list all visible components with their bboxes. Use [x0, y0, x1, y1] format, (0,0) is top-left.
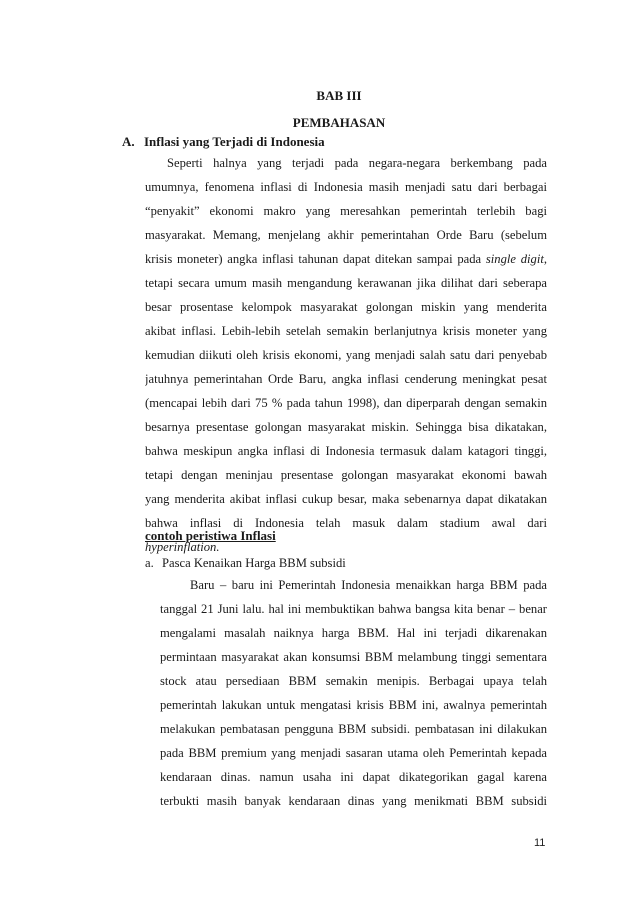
- text-line: besar prosentase kelompok masyarakat golongan miskin yang menderita: [145, 300, 547, 314]
- italic-term: hyperinflation.: [145, 540, 220, 554]
- text-line: masyarakat. Memang, menjelang akhir pemerintahan Orde Baru (sebelum: [145, 228, 547, 242]
- text-line: stock atau persediaan BBM semakin menipis. Berbagai upaya telah: [160, 674, 547, 688]
- text-line: Baru – baru ini Pemerintah Indonesia menaikkan harga BBM pada: [190, 578, 547, 592]
- section-heading: [122, 134, 325, 150]
- section-number: A.: [122, 134, 135, 149]
- chapter-title: PEMBAHASAN: [292, 115, 386, 130]
- text-line: pada BBM premium yang menjadi sasaran utama oleh Pemerintah kepada: [160, 746, 547, 760]
- italic-term: single digit: [485, 252, 544, 266]
- text-line: akibat inflasi. Lebih-lebih setelah semakin berlanjutnya krisis moneter yang: [145, 324, 547, 338]
- text-line: melakukan pembatasan pengguna BBM subsidi. pembatasan ini dilakukan: [160, 722, 547, 736]
- punctuation: ,: [543, 252, 547, 266]
- paragraph-inflation-overview: [145, 151, 547, 559]
- text-line: tetapi secara umum masih mengandung kerawanan jika dilihat dari seberapa: [145, 276, 547, 290]
- page-number: 11: [534, 837, 546, 849]
- text-line-part: krisis moneter) angka inflasi tahunan dapat ditekan sampai pada: [145, 252, 486, 266]
- text-line: tetapi dengan meninjau presentase golongan masyarakat ekonomi bawah: [145, 468, 547, 482]
- list-item: [145, 556, 346, 571]
- text-line: bahwa inflasi di Indonesia telah masuk dalam stadium awal dari: [145, 516, 547, 530]
- chapter-label: BAB III: [316, 88, 362, 103]
- text-line: mengalami masalah naiknya harga BBM. Hal ini terjadi dikarenakan: [160, 626, 547, 640]
- text-line: tanggal 21 Juni lalu. hal ini membuktikan bahwa bangsa kita benar – benar: [160, 602, 547, 616]
- list-marker: a.: [145, 556, 154, 570]
- text-line: terbukti masih banyak kendaraan dinas yang menikmati BBM subsidi: [160, 794, 547, 808]
- text-line: yang menderita akibat inflasi cukup besar, maka sebenarnya dapat dikatakan: [145, 492, 547, 506]
- text-line: pemerintah lakukan untuk mengatasi krisis BBM ini, awalnya pemerintah: [160, 698, 547, 712]
- text-line: kendaraan dinas. namun usaha ini dapat dikategorikan gagal karena: [160, 770, 547, 784]
- list-item-title: Pasca Kenaikan Harga BBM subsidi: [162, 556, 346, 570]
- text-line: [145, 247, 547, 271]
- section-title: Inflasi yang Terjadi di Indonesia: [144, 134, 325, 149]
- text-line: “penyakit” ekonomi makro yang meresahkan pemerintah terlebih bagi: [145, 204, 547, 218]
- text-line: (mencapai lebih dari 75 % pada tahun 1998), dan diperparah dengan semakin: [145, 396, 547, 410]
- text-line: Seperti halnya yang terjadi pada negara-negara berkembang pada: [167, 156, 547, 170]
- text-line: permintaan masyarakat akan konsumsi BBM melambung tinggi sementara: [160, 650, 547, 664]
- paragraph-bbm-subsidy: [160, 573, 547, 813]
- text-line: umumnya, fenomena inflasi di Indonesia masih menjadi satu dari berbagai: [145, 180, 547, 194]
- text-line: besarnya presentase golongan masyarakat miskin. Sehingga bisa dikatakan,: [145, 420, 547, 434]
- text-line: jatuhnya pemerintahan Orde Baru, angka inflasi cenderung meningkat pesat: [145, 372, 547, 386]
- subheading: contoh peristiwa Inflasi: [145, 528, 276, 543]
- text-line: bahwa meskipun angka inflasi di Indonesia termasuk dalam katagori tinggi,: [145, 444, 547, 458]
- text-line: kemudian diikuti oleh krisis ekonomi, yang menjadi salah satu dari penyebab: [145, 348, 547, 362]
